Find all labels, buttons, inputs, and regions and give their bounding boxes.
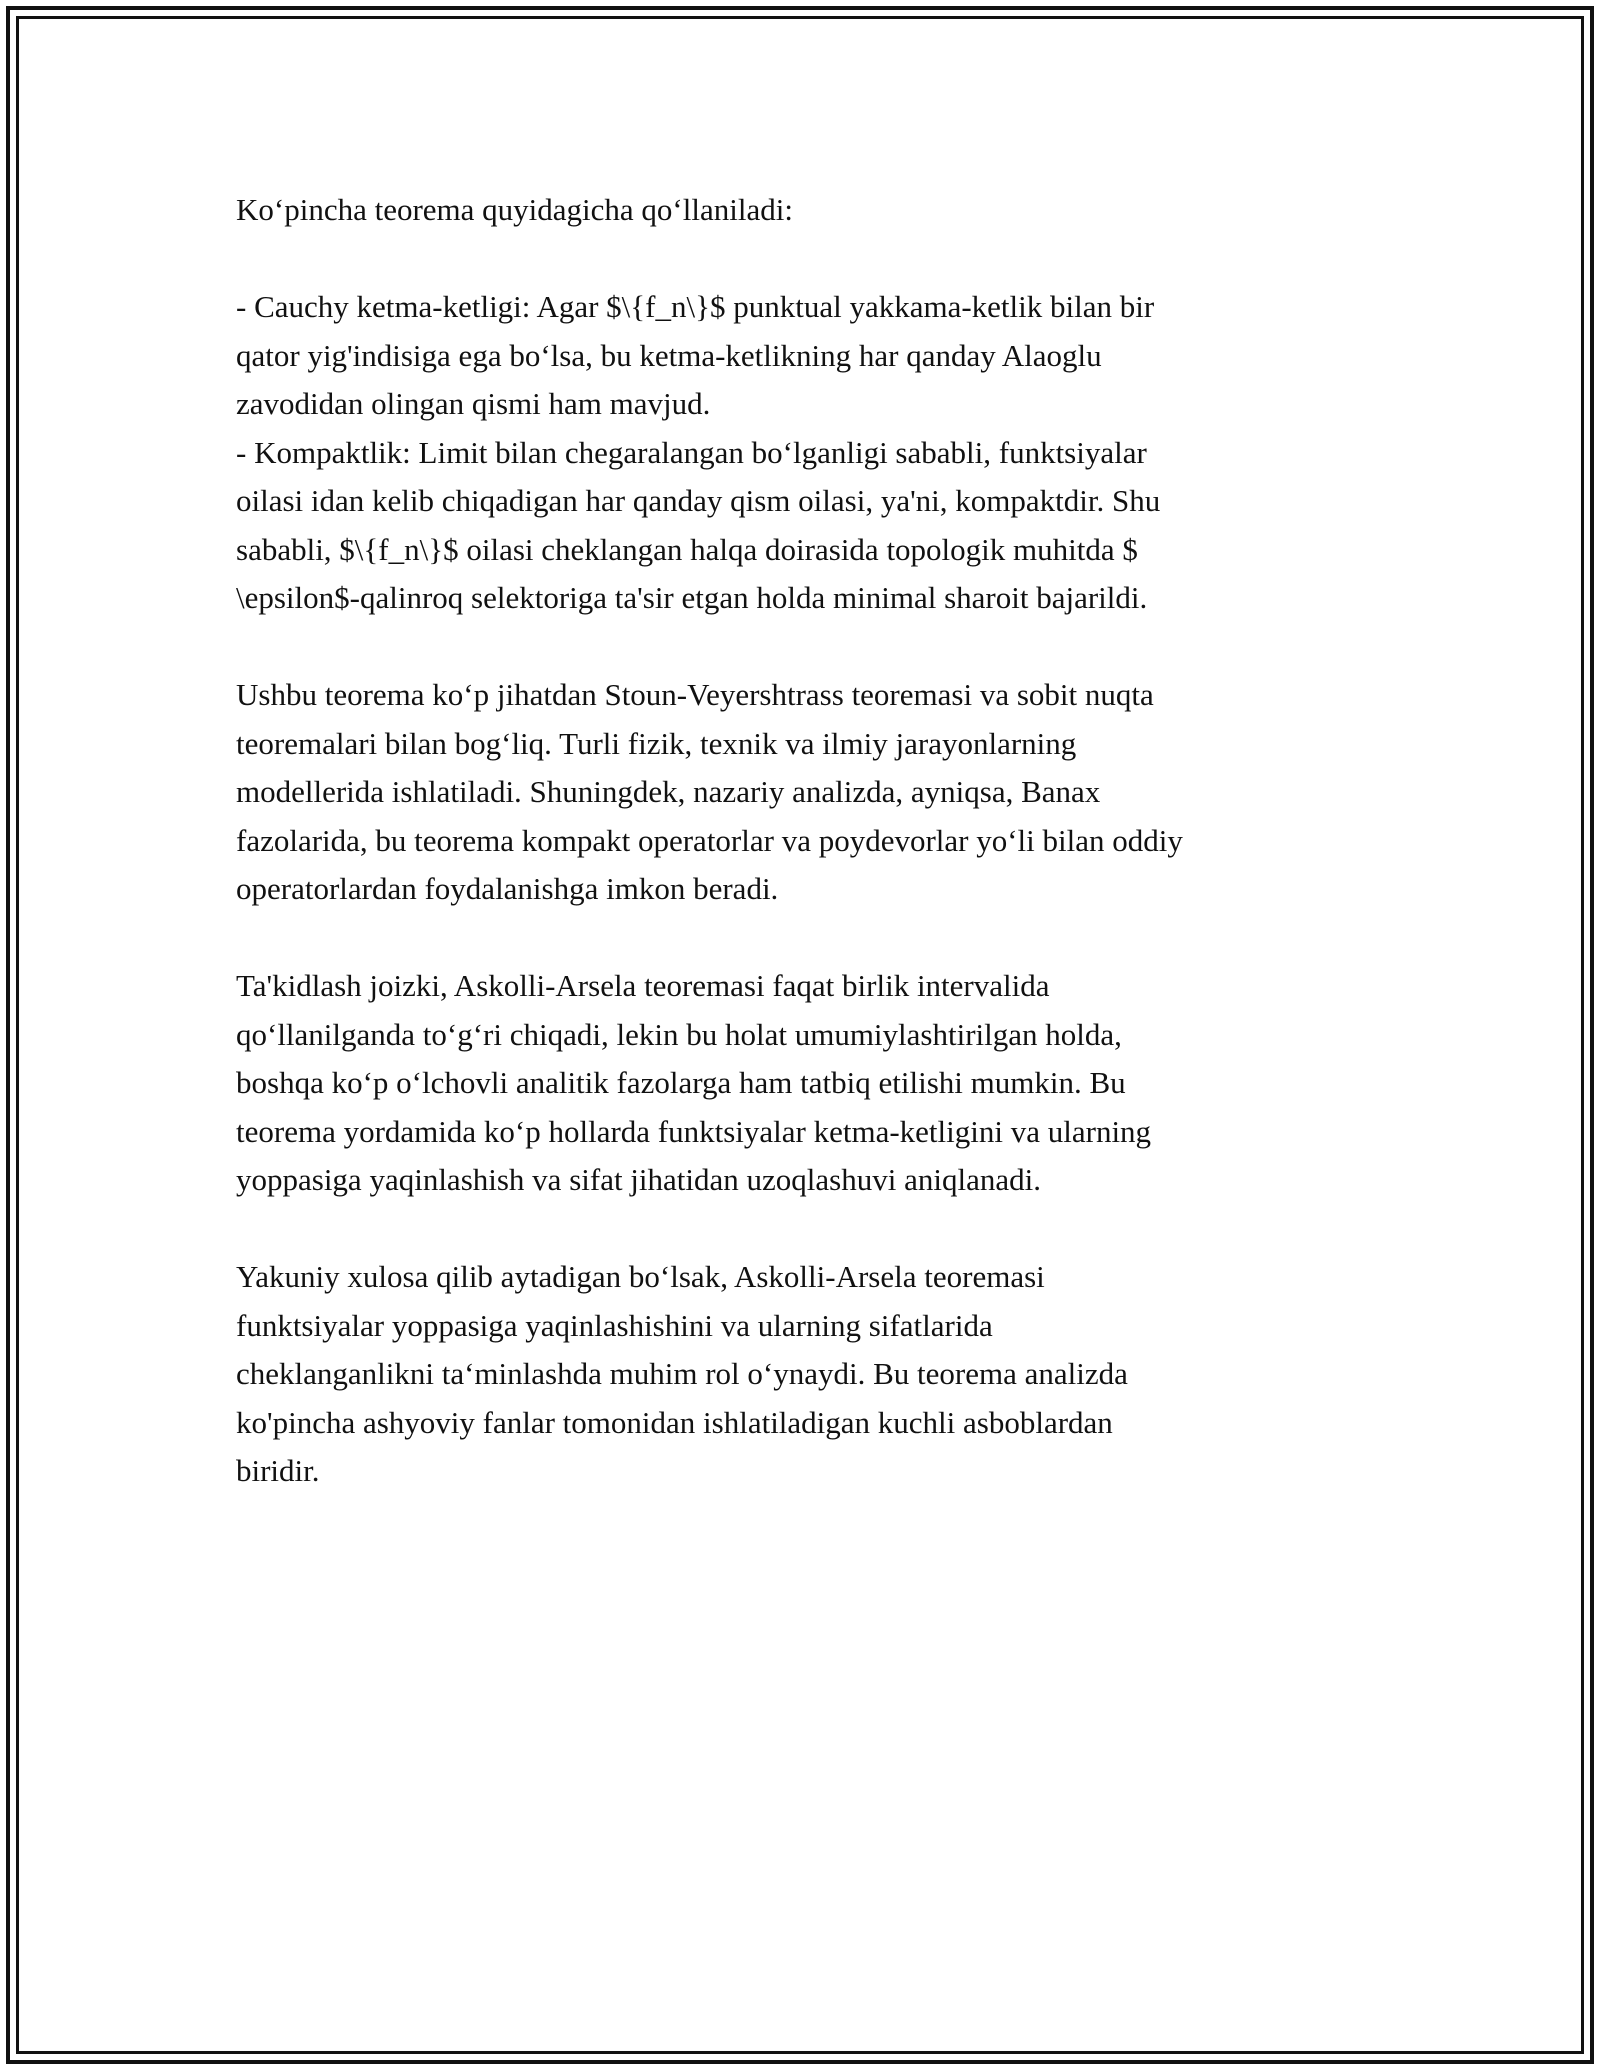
text-line: - Kompaktlik: Limit bilan chegaralangan bo‘lganligi sababli, funktsiyalar (236, 434, 1147, 470)
paragraph-relations (236, 671, 1366, 914)
text-line: - Cauchy ketma-ketligi: Agar $\{f_n\}$ punktual yakkama-ketlik bilan bir (236, 289, 1155, 324)
text-line: Ushbu teorema ko‘p jihatdan Stoun-Veyershtrass teoremasi va sobit nuqta (236, 677, 1154, 712)
text-line: yoppasiga yaqinlashish va sifat jihatidan uzoqlashuvi aniqlanadi. (236, 1162, 1041, 1197)
text-line: ko'pincha ashyoviy fanlar tomonidan ishlatiladigan kuchli asboblardan (236, 1404, 1113, 1440)
text-line: \epsilon$-qalinroq selektoriga ta'sir etgan holda minimal sharoit bajarildi. (236, 580, 1148, 615)
text-line: Yakuniy xulosa qilib aytadigan bo‘lsak, Askolli-Arsela teoremasi (236, 1259, 1045, 1294)
text-line: operatorlardan foydalanishga imkon beradi. (236, 871, 779, 906)
text-line: funktsiyalar yoppasiga yaqinlashishini va ularning sifatlarida (236, 1307, 993, 1343)
text-line: cheklanganlikni ta‘minlashda muhim rol o‘ynaydi. Bu teorema analizda (236, 1356, 1128, 1391)
bullet-list (236, 283, 1366, 623)
text-line: fazolarida, bu teorema kompakt operatorlar va poydevorlar yo‘li bilan oddiy (236, 822, 1183, 858)
text-line: qo‘llanilganda to‘g‘ri chiqadi, lekin bu holat umumiylashtirilgan holda, (236, 1016, 1122, 1052)
paragraph-note (236, 962, 1366, 1205)
text-line: Ko‘pincha teorema quyidagicha qo‘llaniladi: (236, 192, 793, 227)
paragraph-conclusion (236, 1253, 1366, 1496)
text-line: modellerida ishlatiladi. Shuningdek, nazariy analizda, ayniqsa, Banax (236, 774, 1101, 809)
text-line: Ta'kidlash joizki, Askolli-Arsela teoremasi faqat birlik intervalida (236, 968, 1050, 1003)
text-line: teorema yordamida ko‘p hollarda funktsiyalar ketma-ketligini va ularning (236, 1113, 1152, 1149)
text-line: teoremalari bilan bog‘liq. Turli fizik, texnik va ilmiy jarayonlarning (236, 725, 1077, 761)
intro-paragraph (236, 186, 1366, 235)
text-line: oilasi idan kelib chiqadigan har qanday qism oilasi, ya'ni, kompaktdir. Shu (236, 483, 1161, 518)
text-line: biridir. (236, 1453, 320, 1488)
text-line: boshqa ko‘p o‘lchovli analitik fazolarga ham tatbiq etilishi mumkin. Bu (236, 1065, 1126, 1100)
text-line: qator yig'indisiga ega bo‘lsa, bu ketma-ketlikning har qanday Alaoglu (236, 337, 1102, 373)
document-body (236, 186, 1366, 1544)
text-line: sababli, $\{f_n\}$ oilasi cheklangan halqa doirasida topologik muhitda $ (236, 531, 1138, 567)
text-line: zavodidan olingan qismi ham mavjud. (236, 386, 711, 421)
